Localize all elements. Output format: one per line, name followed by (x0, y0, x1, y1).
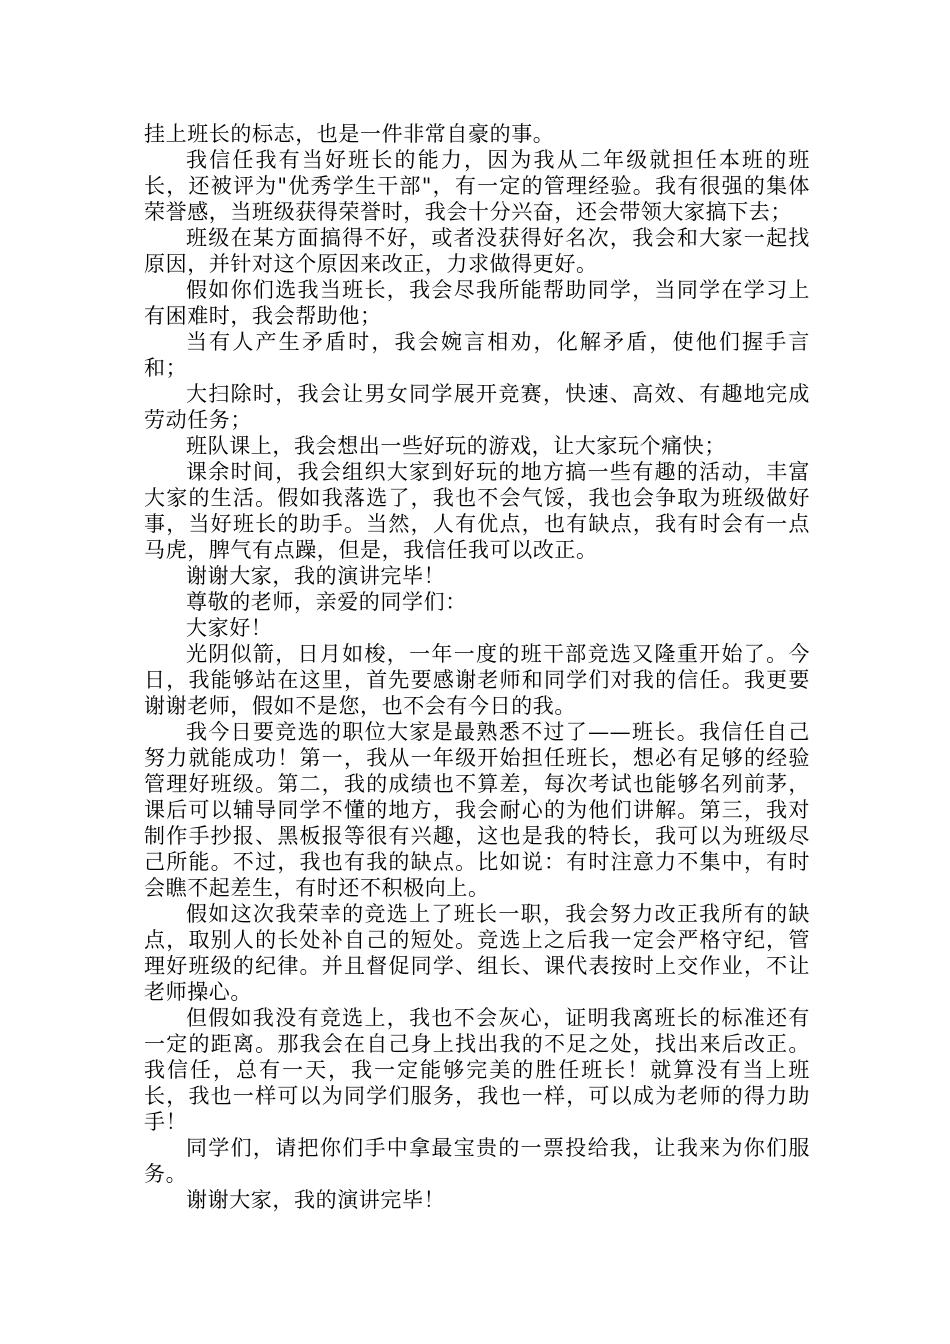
paragraph: 假如你们选我当班长，我会尽我所能帮助同学，当同学在学习上有困难时，我会帮助他； (144, 278, 810, 328)
paragraph: 光阴似箭，日月如梭，一年一度的班干部竞选又隆重开始了。今日，我能够站在这里，首先要感谢老师和同学们对我的信任。我更要谢谢老师，假如不是您，也不会有今日的我。 (144, 642, 810, 718)
closing-line: 谢谢大家，我的演讲完毕！ (186, 1188, 446, 1212)
closing-line: 谢谢大家，我的演讲完毕！ (186, 564, 446, 588)
paragraph: 课余时间，我会组织大家到好玩的地方搞一些有趣的活动，丰富大家的生活。假如我落选了，我也不会气馁，我也会争取为班级做好事，当好班长的助手。当然，人有优点，也有缺点，我有时会有一点马虎，脾气有点躁，但是，我信任我可以改正。 (144, 460, 810, 562)
paragraph: 当有人产生矛盾时，我会婉言相劝，化解矛盾，使他们握手言和； (144, 330, 810, 380)
paragraph: 大扫除时，我会让男女同学展开竞赛，快速、高效、有趣地完成劳动任务； (144, 382, 810, 432)
paragraph: 我信任我有当好班长的能力，因为我从二年级就担任本班的班长，还被评为"优秀学生干部"，有一定的管理经验。我有很强的集体荣誉感，当班级获得荣誉时，我会十分兴奋，还会带领大家搞下去； (144, 148, 810, 224)
paragraph: 我今日要竞选的职位大家是最熟悉不过了——班长。我信任自己努力就能成功！第一，我从一年级开始担任班长，想必有足够的经验管理好班级。第二，我的成绩也不算差，每次考试也能够名列前茅，课后可以辅导同学不懂的地方，我会耐心的为他们讲解。第三，我对制作手抄报、黑板报等很有兴趣，这也是我的特长，我可以为班级尽己所能。不过，我也有我的缺点。比如说：有时注意力不集中，有时会瞧不起差生，有时还不积极向上。 (144, 720, 810, 900)
paragraph: 班队课上，我会想出一些好玩的游戏，让大家玩个痛快； (186, 434, 726, 458)
paragraph: 班级在某方面搞得不好，或者没获得好名次，我会和大家一起找原因，并针对这个原因来改正，力求做得更好。 (144, 226, 810, 276)
paragraph-continuation: 挂上班长的标志，也是一件非常自豪的事。 (144, 122, 555, 146)
document-body (144, 121, 810, 1213)
salutation: 尊敬的老师，亲爱的同学们： (186, 590, 467, 614)
greeting: 大家好！ (186, 616, 273, 640)
paragraph: 但假如我没有竞选上，我也不会灰心，证明我离班长的标准还有一定的距离。那我会在自己身上找出我的不足之处，找出来后改正。我信任，总有一天，我一定能够完美的胜任班长！就算没有当上班长，我也一样可以为同学们服务，我也一样，可以成为老师的得力助手！ (144, 1006, 810, 1134)
paragraph: 同学们，请把你们手中拿最宝贵的一票投给我，让我来为你们服务。 (144, 1136, 810, 1186)
paragraph: 假如这次我荣幸的竞选上了班长一职，我会努力改正我所有的缺点，取别人的长处补自己的短处。竞选上之后我一定会严格守纪，管理好班级的纪律。并且督促同学、组长、课代表按时上交作业，不让老师操心。 (144, 902, 810, 1004)
